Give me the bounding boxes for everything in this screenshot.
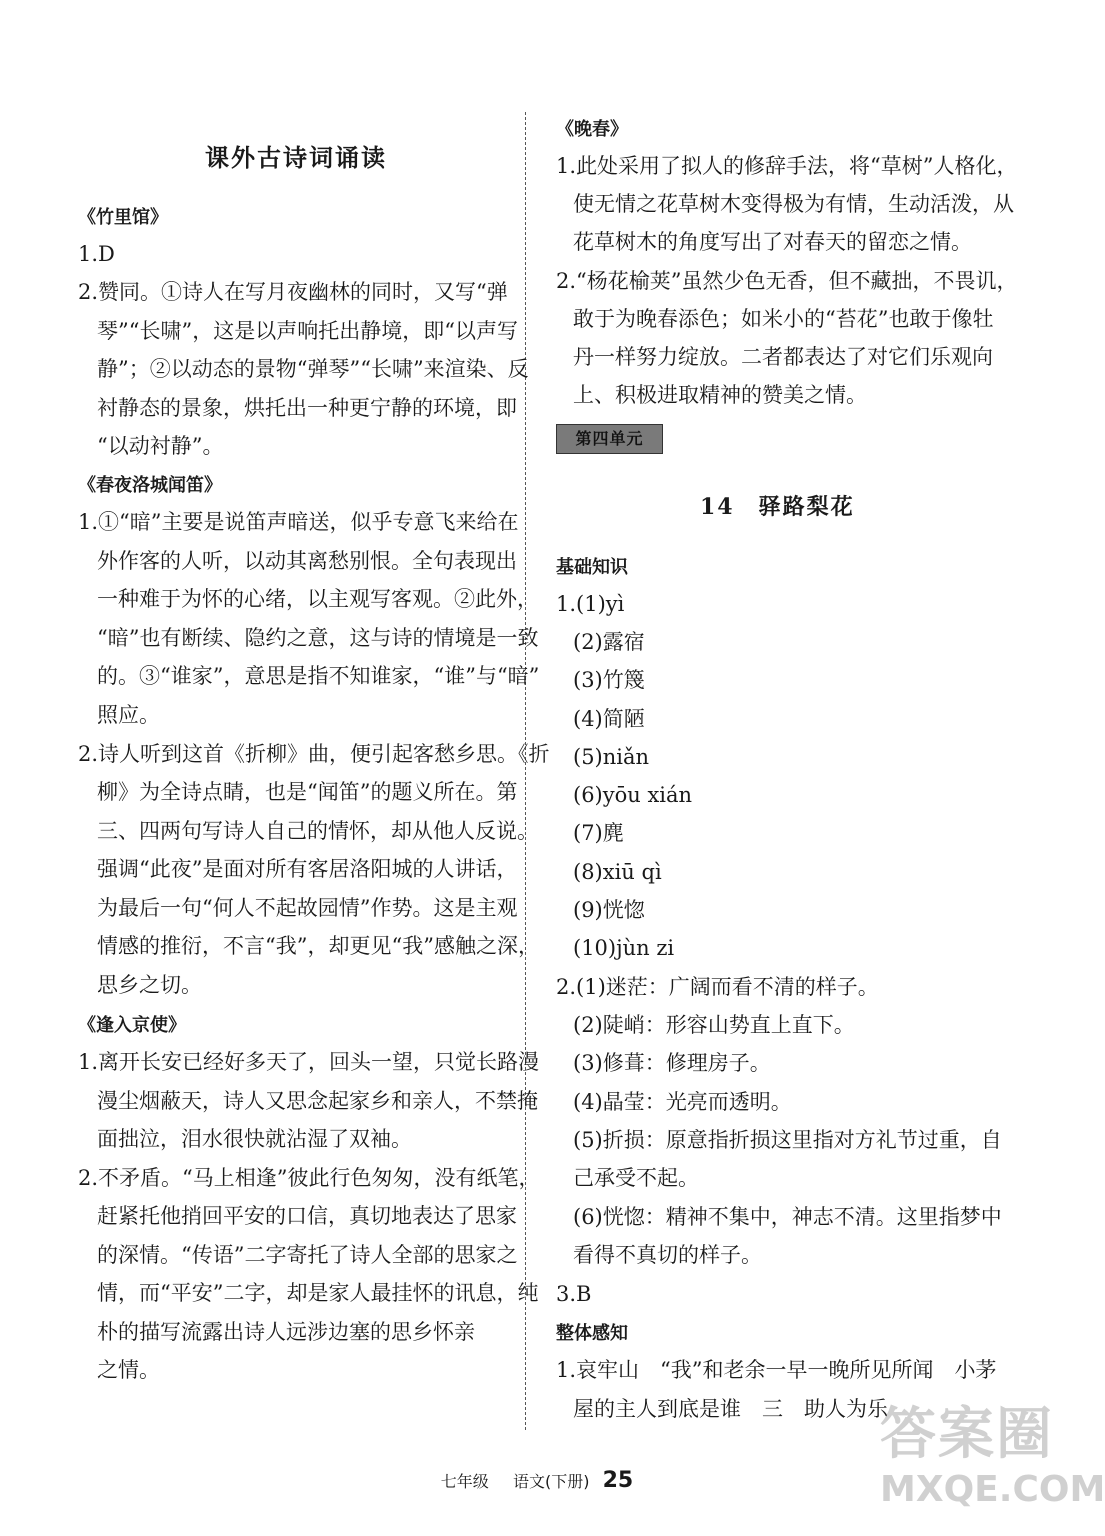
answer-line: 一种难于为怀的心绪，以主观写客观。②此外，	[97, 587, 538, 611]
grade-label: 七年级	[440, 1472, 489, 1491]
answer-line: 情，而“平安”二字，却是家人最挂怀的讯息，纯	[97, 1281, 539, 1305]
answer-line: 丹一样努力绽放。二者都表达了对它们乐观向	[573, 345, 993, 369]
answer-line: 静”；②以动态的景物“弹琴”“长啸”来渲染、反	[97, 357, 529, 381]
answer-line: (2)陡峭：形容山势直上直下。	[573, 1013, 855, 1037]
answer-line: 2.赞同。①诗人在写月夜幽林的同时，又写“弹	[78, 280, 508, 304]
page-number: 25	[602, 1468, 634, 1493]
answer-line: 看得不真切的样子。	[573, 1243, 762, 1267]
answer-line: 3.B	[556, 1282, 592, 1306]
answer-line: 柳》为全诗点睛，也是“闻笛”的题义所在。第	[97, 780, 518, 804]
watermark-url: MXQE.COM	[880, 1469, 1105, 1510]
answer-line: 使无情之花草树木变得极为有情，生动活泼，从	[573, 192, 1014, 216]
answer-line: 情感的推衍，不言“我”，却更见“我”感触之深，	[97, 934, 539, 958]
poem-heading: 《春夜洛城闻笛》	[78, 475, 222, 496]
answer-line: (3)竹篾	[573, 668, 645, 692]
poem-heading: 《晚春》	[556, 119, 628, 140]
answer-line: 外作客的人听，以动其离愁别恨。全句表现出	[97, 549, 517, 573]
answer-line: 上、积极进取精神的赞美之情。	[573, 383, 867, 407]
answer-line: (3)修葺：修理房子。	[573, 1051, 771, 1075]
answer-line: (4)简陋	[573, 707, 645, 731]
answer-line: 2.“杨花榆荚”虽然少色无香，但不藏拙，不畏讥，	[556, 269, 1018, 293]
column-divider	[525, 112, 526, 1430]
answer-line: 己承受不起。	[573, 1166, 699, 1190]
answer-line: 思乡之切。	[97, 973, 202, 997]
answer-line: 之情。	[97, 1358, 160, 1382]
section-heading: 基础知识	[556, 557, 628, 578]
answer-line: 朴的描写流露出诗人远涉边塞的思乡怀亲	[97, 1320, 475, 1344]
answer-line: “以动衬静”。	[97, 434, 224, 458]
answer-line: 的深情。“传语”二字寄托了诗人全部的思家之	[97, 1243, 518, 1267]
answer-line: 为最后一句“何人不起故园情”作势。这是主观	[97, 896, 518, 920]
answer-line: 面拙泣，泪水很快就沾湿了双袖。	[97, 1127, 412, 1151]
answer-line: 琴”“长啸”，这是以声响托出静境，即“以声写	[97, 319, 518, 343]
poem-heading: 《逢入京使》	[78, 1015, 186, 1036]
answer-line: 2.诗人听到这首《折柳》曲，便引起客愁乡思。《折	[78, 742, 550, 766]
answer-line: 照应。	[97, 703, 160, 727]
answer-line: (9)恍惚	[573, 898, 645, 922]
answer-line: 赶紧托他捎回平安的口信，真切地表达了思家	[97, 1204, 517, 1228]
answer-line: 1.①“暗”主要是说笛声暗送，似乎专意飞来给在	[78, 510, 519, 534]
answer-line: (5)折损：原意指折损这里指对方礼节过重，自	[573, 1128, 1002, 1152]
answer-line: 衬静态的景象，烘托出一种更宁静的环境，即	[97, 396, 517, 420]
page-title: 课外古诗词诵读	[205, 143, 387, 172]
answer-line: (6)恍惚：精神不集中，神志不清。这里指梦中	[573, 1205, 1002, 1229]
answer-line: 1.此处采用了拟人的修辞手法，将“草树”人格化，	[556, 154, 1018, 178]
answer-line: 1.(1)yì	[556, 592, 625, 616]
answer-line: 漫尘烟蔽天，诗人又思念起家乡和亲人，不禁掩	[97, 1089, 538, 1113]
answer-line: 1.离开长安已经好多天了，回头一望，只觉长路漫	[78, 1050, 540, 1074]
answer-line: (7)麂	[573, 821, 624, 845]
answer-line: 屋的主人到底是谁 三 助人为乐	[573, 1397, 888, 1421]
answer-line: (5)niǎn	[573, 745, 650, 769]
answer-line: 花草树木的角度写出了对春天的留恋之情。	[573, 230, 972, 254]
answer-line: (6)yōu xián	[573, 783, 693, 807]
answer-line: 三、四两句写诗人自己的情怀，却从他人反说。	[97, 819, 538, 843]
answer-line: (10)jùn zi	[573, 936, 675, 960]
unit-tag: 第四单元	[556, 424, 663, 454]
lesson-title: 14 驿路梨花	[700, 494, 855, 520]
answer-line: (2)露宿	[573, 630, 645, 654]
answer-line: 敢于为晚春添色；如米小的“苔花”也敢于像牡	[573, 307, 994, 331]
watermark-text: 答案圈	[880, 1402, 1054, 1467]
answer-line: 2.(1)迷茫：广阔而看不清的样子。	[556, 975, 879, 999]
answer-line: 的。③“谁家”，意思是指不知谁家，“谁”与“暗”	[97, 664, 540, 688]
answer-line: 1.哀牢山 “我”和老余一早一晚所见所闻 小茅	[556, 1358, 997, 1382]
answer-line: 强调“此夜”是面对所有客居洛阳城的人讲话，	[97, 857, 518, 881]
answer-line: (8)xiū qì	[573, 860, 662, 884]
answer-line: 2.不矛盾。“马上相逢”彼此行色匆匆，没有纸笔，	[78, 1166, 540, 1190]
poem-heading: 《竹里馆》	[78, 207, 168, 228]
section-heading: 整体感知	[556, 1323, 628, 1344]
answer-line: “暗”也有断续、隐约之意，这与诗的情境是一致	[97, 626, 539, 650]
watermark-logo	[880, 1400, 1105, 1530]
answer-line: 1.D	[78, 242, 115, 266]
answer-line: (4)晶莹：光亮而透明。	[573, 1090, 792, 1114]
subject-label: 语文(下册)	[512, 1472, 590, 1491]
